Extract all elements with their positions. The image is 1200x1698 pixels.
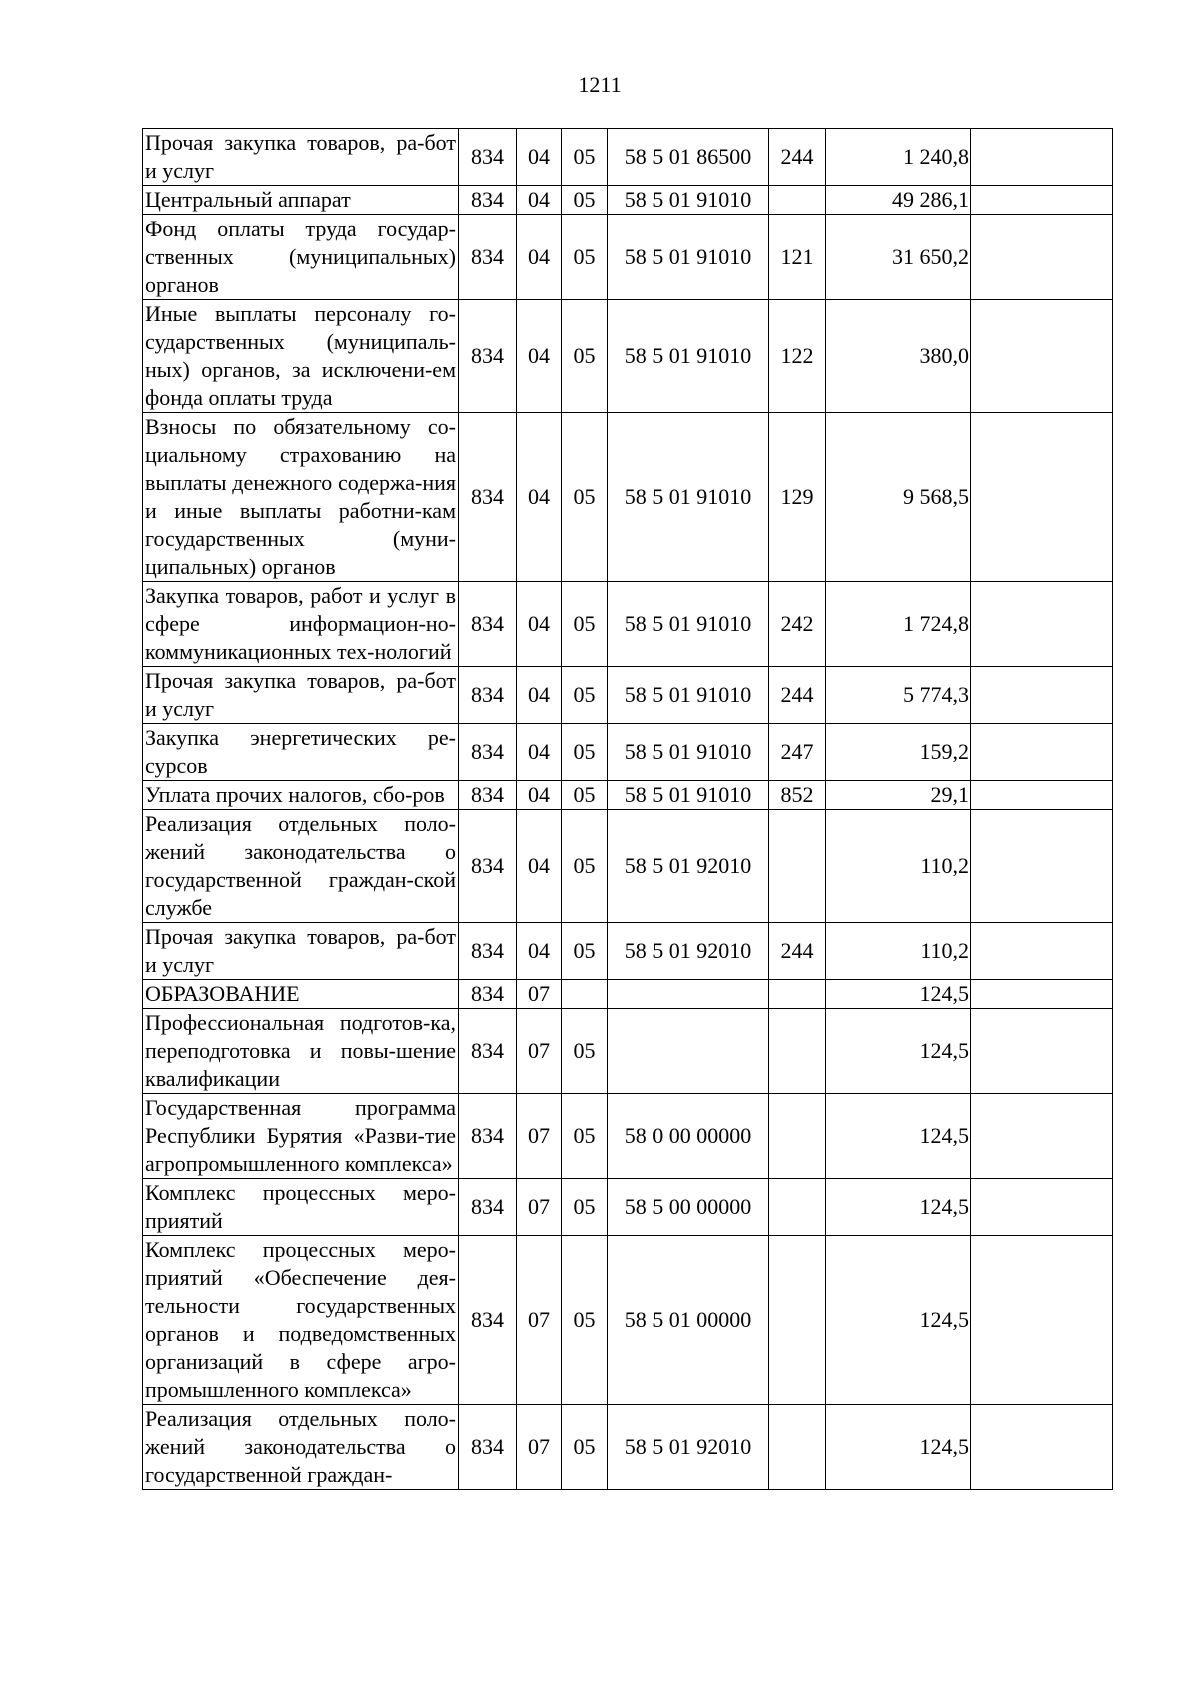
subsection-code-cell bbox=[562, 980, 608, 1009]
section-code-cell: 04 bbox=[517, 923, 562, 980]
expense-type-cell bbox=[769, 980, 826, 1009]
row-name-cell: Закупка энергетических ре-сурсов bbox=[143, 724, 459, 781]
amount-cell: 159,2 bbox=[826, 724, 971, 781]
subsection-code-cell: 05 bbox=[562, 413, 608, 582]
row-name-cell: Прочая закупка товаров, ра-бот и услуг bbox=[143, 923, 459, 980]
ministry-code-cell: 834 bbox=[459, 810, 517, 923]
subsection-code-cell: 05 bbox=[562, 1094, 608, 1179]
section-code-cell: 04 bbox=[517, 186, 562, 215]
expense-type-cell: 244 bbox=[769, 667, 826, 724]
amount-cell: 124,5 bbox=[826, 1009, 971, 1094]
target-article-cell: 58 5 00 00000 bbox=[608, 1179, 769, 1236]
amount-cell: 31 650,2 bbox=[826, 215, 971, 300]
subsection-code-cell: 05 bbox=[562, 215, 608, 300]
table-row bbox=[143, 724, 1113, 781]
section-code-cell: 07 bbox=[517, 1179, 562, 1236]
target-article-cell: 58 5 01 91010 bbox=[608, 667, 769, 724]
amount-cell: 124,5 bbox=[826, 1405, 971, 1490]
amount-cell: 29,1 bbox=[826, 781, 971, 810]
expense-type-cell: 244 bbox=[769, 923, 826, 980]
row-name-cell: ОБРАЗОВАНИЕ bbox=[143, 980, 459, 1009]
expense-type-cell: 852 bbox=[769, 781, 826, 810]
row-name-cell: Уплата прочих налогов, сбо-ров bbox=[143, 781, 459, 810]
empty-cell bbox=[971, 810, 1113, 923]
target-article-cell: 58 5 01 86500 bbox=[608, 129, 769, 186]
ministry-code-cell: 834 bbox=[459, 1179, 517, 1236]
section-code-cell: 04 bbox=[517, 300, 562, 413]
subsection-code-cell: 05 bbox=[562, 1236, 608, 1405]
row-name-cell: Государственная программа Республики Бурятия «Разви-тие агропромышленного комплекса» bbox=[143, 1094, 459, 1179]
expense-type-cell: 244 bbox=[769, 129, 826, 186]
ministry-code-cell: 834 bbox=[459, 300, 517, 413]
amount-cell: 49 286,1 bbox=[826, 186, 971, 215]
empty-cell bbox=[971, 582, 1113, 667]
table-row bbox=[143, 1179, 1113, 1236]
amount-cell: 124,5 bbox=[826, 1094, 971, 1179]
empty-cell bbox=[971, 724, 1113, 781]
ministry-code-cell: 834 bbox=[459, 923, 517, 980]
amount-cell: 110,2 bbox=[826, 923, 971, 980]
target-article-cell: 58 5 01 91010 bbox=[608, 300, 769, 413]
subsection-code-cell: 05 bbox=[562, 1405, 608, 1490]
empty-cell bbox=[971, 215, 1113, 300]
empty-cell bbox=[971, 923, 1113, 980]
ministry-code-cell: 834 bbox=[459, 129, 517, 186]
subsection-code-cell: 05 bbox=[562, 781, 608, 810]
table-row bbox=[143, 980, 1113, 1009]
ministry-code-cell: 834 bbox=[459, 186, 517, 215]
row-name-cell: Прочая закупка товаров, ра-бот и услуг bbox=[143, 667, 459, 724]
page-number: 1211 bbox=[578, 72, 622, 97]
expense-type-cell bbox=[769, 1094, 826, 1179]
empty-cell bbox=[971, 1405, 1113, 1490]
budget-table bbox=[142, 128, 1113, 1490]
table-row bbox=[143, 186, 1113, 215]
target-article-cell: 58 5 01 00000 bbox=[608, 1236, 769, 1405]
empty-cell bbox=[971, 1009, 1113, 1094]
expense-type-cell: 121 bbox=[769, 215, 826, 300]
table-row bbox=[143, 1009, 1113, 1094]
ministry-code-cell: 834 bbox=[459, 413, 517, 582]
budget-table-body bbox=[143, 129, 1113, 1490]
row-name-cell: Комплекс процессных меро-приятий bbox=[143, 1179, 459, 1236]
expense-type-cell: 242 bbox=[769, 582, 826, 667]
section-code-cell: 07 bbox=[517, 1405, 562, 1490]
table-row bbox=[143, 667, 1113, 724]
section-code-cell: 07 bbox=[517, 1094, 562, 1179]
subsection-code-cell: 05 bbox=[562, 1179, 608, 1236]
ministry-code-cell: 834 bbox=[459, 582, 517, 667]
row-name-cell: Прочая закупка товаров, ра-бот и услуг bbox=[143, 129, 459, 186]
subsection-code-cell: 05 bbox=[562, 129, 608, 186]
ministry-code-cell: 834 bbox=[459, 724, 517, 781]
target-article-cell bbox=[608, 980, 769, 1009]
target-article-cell: 58 5 01 92010 bbox=[608, 923, 769, 980]
section-code-cell: 07 bbox=[517, 1236, 562, 1405]
table-row bbox=[143, 129, 1113, 186]
table-row bbox=[143, 781, 1113, 810]
table-row bbox=[143, 1236, 1113, 1405]
table-row bbox=[143, 582, 1113, 667]
table-row bbox=[143, 300, 1113, 413]
section-code-cell: 04 bbox=[517, 215, 562, 300]
amount-cell: 124,5 bbox=[826, 1236, 971, 1405]
table-row bbox=[143, 413, 1113, 582]
target-article-cell: 58 5 01 91010 bbox=[608, 724, 769, 781]
empty-cell bbox=[971, 667, 1113, 724]
target-article-cell: 58 5 01 91010 bbox=[608, 781, 769, 810]
row-name-cell: Закупка товаров, работ и услуг в сфере информацион-но-коммуникационных тех-нологий bbox=[143, 582, 459, 667]
target-article-cell bbox=[608, 1009, 769, 1094]
expense-type-cell bbox=[769, 810, 826, 923]
section-code-cell: 04 bbox=[517, 724, 562, 781]
row-name-cell: Комплекс процессных меро-приятий «Обеспечение дея-тельности государственных органов и подведомственных организаций в сфере агро-промышленного комплекса» bbox=[143, 1236, 459, 1405]
row-name-cell: Профессиональная подготов-ка, переподготовка и повы-шение квалификации bbox=[143, 1009, 459, 1094]
empty-cell bbox=[971, 781, 1113, 810]
target-article-cell: 58 5 01 91010 bbox=[608, 582, 769, 667]
expense-type-cell bbox=[769, 1179, 826, 1236]
expense-type-cell bbox=[769, 1009, 826, 1094]
subsection-code-cell: 05 bbox=[562, 186, 608, 215]
ministry-code-cell: 834 bbox=[459, 1094, 517, 1179]
amount-cell: 9 568,5 bbox=[826, 413, 971, 582]
section-code-cell: 04 bbox=[517, 413, 562, 582]
target-article-cell: 58 5 01 91010 bbox=[608, 413, 769, 582]
empty-cell bbox=[971, 1094, 1113, 1179]
empty-cell bbox=[971, 980, 1113, 1009]
row-name-cell: Реализация отдельных поло-жений законодательства о государственной граждан- bbox=[143, 1405, 459, 1490]
row-name-cell: Реализация отдельных поло-жений законодательства о государственной граждан-ской службе bbox=[143, 810, 459, 923]
subsection-code-cell: 05 bbox=[562, 667, 608, 724]
section-code-cell: 04 bbox=[517, 129, 562, 186]
expense-type-cell: 247 bbox=[769, 724, 826, 781]
ministry-code-cell: 834 bbox=[459, 667, 517, 724]
amount-cell: 1 240,8 bbox=[826, 129, 971, 186]
table-row bbox=[143, 1094, 1113, 1179]
empty-cell bbox=[971, 300, 1113, 413]
amount-cell: 5 774,3 bbox=[826, 667, 971, 724]
section-code-cell: 04 bbox=[517, 667, 562, 724]
target-article-cell: 58 5 01 91010 bbox=[608, 215, 769, 300]
subsection-code-cell: 05 bbox=[562, 300, 608, 413]
amount-cell: 124,5 bbox=[826, 1179, 971, 1236]
row-name-cell: Взносы по обязательному со-циальному страхованию на выплаты денежного содержа-ния и иные выплаты работни-кам государственных (муни-ципальных) органов bbox=[143, 413, 459, 582]
empty-cell bbox=[971, 413, 1113, 582]
expense-type-cell bbox=[769, 1236, 826, 1405]
row-name-cell: Центральный аппарат bbox=[143, 186, 459, 215]
amount-cell: 110,2 bbox=[826, 810, 971, 923]
section-code-cell: 04 bbox=[517, 810, 562, 923]
target-article-cell: 58 5 01 91010 bbox=[608, 186, 769, 215]
row-name-cell: Иные выплаты персоналу го-сударственных (муниципаль-ных) органов, за исключени-ем фонда оплаты труда bbox=[143, 300, 459, 413]
subsection-code-cell: 05 bbox=[562, 582, 608, 667]
amount-cell: 1 724,8 bbox=[826, 582, 971, 667]
target-article-cell: 58 5 01 92010 bbox=[608, 1405, 769, 1490]
target-article-cell: 58 0 00 00000 bbox=[608, 1094, 769, 1179]
row-name-cell: Фонд оплаты труда государ-ственных (муниципальных) органов bbox=[143, 215, 459, 300]
expense-type-cell bbox=[769, 1405, 826, 1490]
table-row bbox=[143, 810, 1113, 923]
table-row bbox=[143, 923, 1113, 980]
section-code-cell: 04 bbox=[517, 582, 562, 667]
ministry-code-cell: 834 bbox=[459, 980, 517, 1009]
subsection-code-cell: 05 bbox=[562, 724, 608, 781]
subsection-code-cell: 05 bbox=[562, 810, 608, 923]
subsection-code-cell: 05 bbox=[562, 1009, 608, 1094]
ministry-code-cell: 834 bbox=[459, 1236, 517, 1405]
ministry-code-cell: 834 bbox=[459, 1405, 517, 1490]
ministry-code-cell: 834 bbox=[459, 215, 517, 300]
empty-cell bbox=[971, 1236, 1113, 1405]
section-code-cell: 04 bbox=[517, 781, 562, 810]
table-row bbox=[143, 1405, 1113, 1490]
empty-cell bbox=[971, 1179, 1113, 1236]
ministry-code-cell: 834 bbox=[459, 781, 517, 810]
subsection-code-cell: 05 bbox=[562, 923, 608, 980]
amount-cell: 380,0 bbox=[826, 300, 971, 413]
amount-cell: 124,5 bbox=[826, 980, 971, 1009]
target-article-cell: 58 5 01 92010 bbox=[608, 810, 769, 923]
expense-type-cell bbox=[769, 186, 826, 215]
ministry-code-cell: 834 bbox=[459, 1009, 517, 1094]
empty-cell bbox=[971, 129, 1113, 186]
table-row bbox=[143, 215, 1113, 300]
empty-cell bbox=[971, 186, 1113, 215]
expense-type-cell: 122 bbox=[769, 300, 826, 413]
section-code-cell: 07 bbox=[517, 980, 562, 1009]
section-code-cell: 07 bbox=[517, 1009, 562, 1094]
expense-type-cell: 129 bbox=[769, 413, 826, 582]
